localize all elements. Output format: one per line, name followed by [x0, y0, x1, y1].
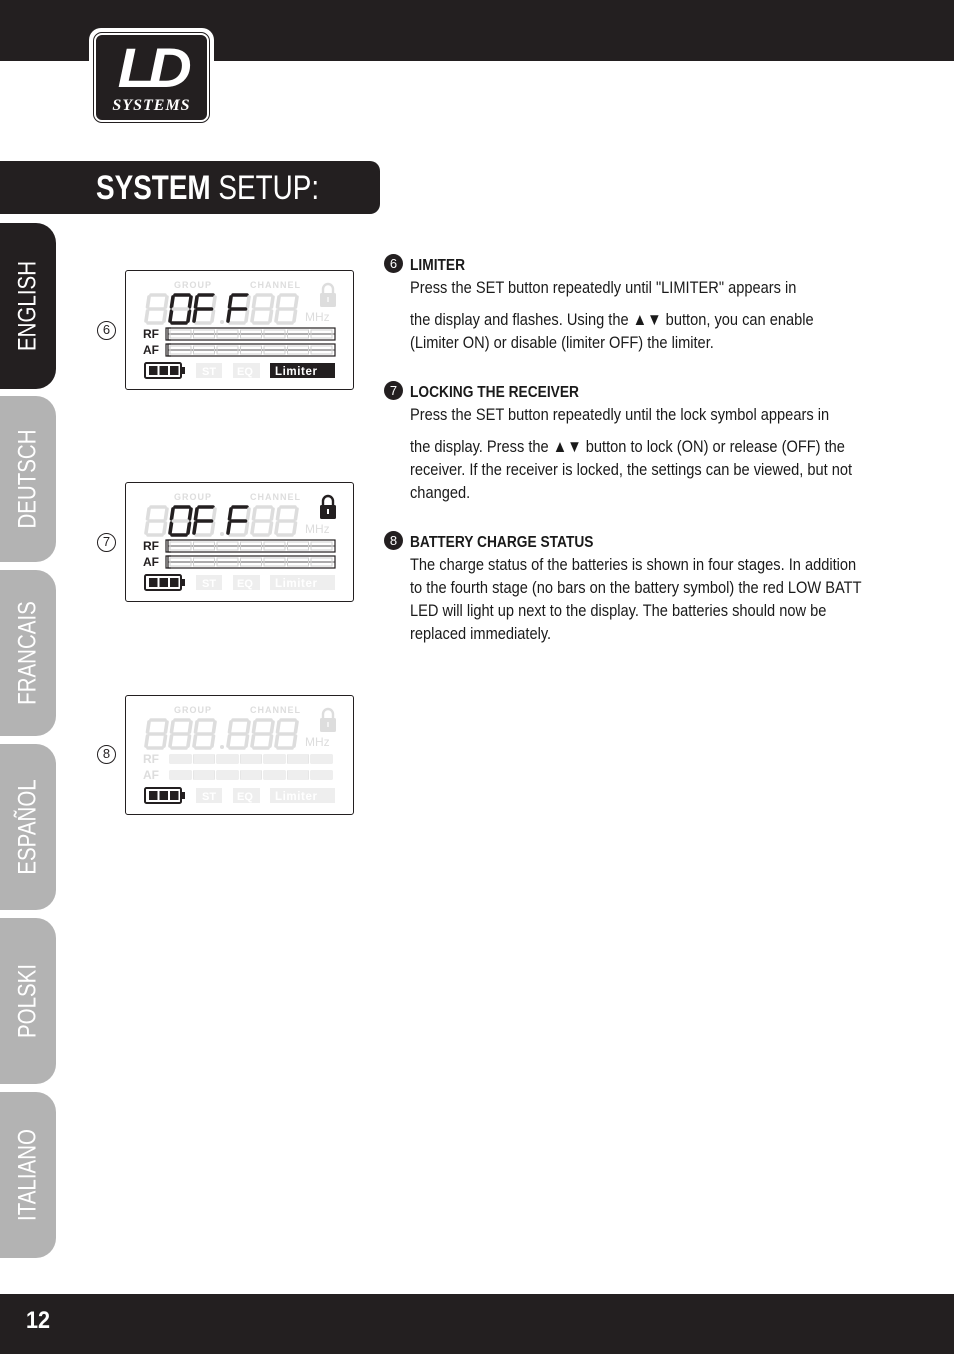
- section-7: [410, 383, 870, 504]
- display-number-badge: 7: [97, 533, 116, 552]
- limiter-label: Limiter: [275, 366, 318, 378]
- lcd-digit: [194, 720, 215, 748]
- section-paragraph: Press the SET button repeatedly until the lock symbol appears in: [410, 405, 830, 424]
- lock-icon: [320, 709, 336, 732]
- lcd-display-7: [125, 482, 354, 602]
- limiter-indicator: [270, 788, 335, 803]
- section-8: [410, 533, 870, 645]
- lcd-digit: [170, 507, 191, 535]
- lcd-display-6: [125, 270, 354, 390]
- rf-label: RF: [143, 327, 159, 341]
- tab-language-label: FRANCAIS: [13, 601, 42, 705]
- st-indicator: [196, 788, 222, 803]
- rf-level-bar: [166, 540, 335, 552]
- lcd-digit: [276, 720, 297, 748]
- section-title: LIMITER: [410, 257, 466, 274]
- lock-icon: [320, 496, 336, 519]
- lcd-digit: [276, 295, 297, 323]
- st-indicator: [196, 363, 222, 378]
- ld-systems-logo: LD SYSTEMS: [89, 28, 214, 127]
- lcd-digit: [252, 507, 273, 535]
- section-paragraph: The charge status of the batteries is shown in four stages. In addition to the fourth stage (no bars on the battery symbol) the red LOW BATT LED will light up next to the display. The batteries should now be replaced immediately.: [410, 555, 862, 643]
- lcd-digit: [170, 295, 191, 323]
- display-number-badge: 8: [97, 745, 116, 764]
- section-number-badge: 8: [384, 531, 403, 550]
- st-label: ST: [202, 578, 217, 590]
- tab-language-2[interactable]: [0, 570, 56, 736]
- channel-label: CHANNEL: [250, 705, 301, 715]
- eq-label: EQ: [237, 366, 253, 378]
- tab-language-label: ENGLISH: [13, 260, 42, 352]
- display-number-badge: 6: [97, 321, 116, 340]
- eq-indicator: [233, 788, 260, 803]
- mhz-unit: MHz: [305, 522, 330, 536]
- lcd-digit: [146, 295, 167, 323]
- section-paragraph: the display and flashes. Using the ▲▼ button, you can enable (Limiter ON) or disable (limiter OFF) the limiter.: [410, 310, 814, 352]
- tab-language-label: POLSKI: [13, 963, 42, 1039]
- rf-level-bar: [166, 328, 335, 340]
- tab-language-label: DEUTSCH: [13, 429, 42, 529]
- tab-language-5[interactable]: [0, 1092, 56, 1258]
- page-title: SYSTEM SETUP:: [96, 169, 320, 207]
- st-label: ST: [202, 791, 217, 803]
- lcd-digit: [146, 720, 167, 748]
- af-level-bar: [166, 556, 335, 568]
- lcd-display-8: [125, 695, 354, 815]
- lcd-digit: [276, 507, 297, 535]
- af-label: AF: [143, 555, 159, 569]
- lcd-digit: [252, 720, 273, 748]
- tab-language-4[interactable]: [0, 918, 56, 1084]
- af-label: AF: [143, 768, 159, 782]
- st-label: ST: [202, 366, 217, 378]
- lock-icon: [320, 284, 336, 307]
- mhz-unit: MHz: [305, 735, 330, 749]
- section-paragraph: the display. Press the ▲▼ button to lock (ON) or release (OFF) the receiver. If the receiver is locked, the settings can be viewed, but not changed.: [410, 437, 853, 502]
- section-number-badge: 6: [384, 254, 403, 273]
- lcd-digit: [146, 507, 167, 535]
- limiter-label: Limiter: [275, 791, 318, 803]
- lcd-digit: [228, 507, 249, 535]
- lcd-digit: [194, 295, 215, 323]
- rf-label: RF: [143, 539, 159, 553]
- af-level-bar: [166, 344, 335, 356]
- decimal-point: [220, 532, 224, 536]
- rf-level-bar: [170, 755, 332, 763]
- lcd-digit: [228, 720, 249, 748]
- decimal-point: [220, 745, 224, 749]
- tab-language-label: ESPAÑOL: [13, 779, 42, 875]
- battery-icon: [145, 788, 185, 803]
- lcd-digit: [194, 507, 215, 535]
- bottom-bar: [0, 1294, 954, 1354]
- section-number-badge: 7: [384, 381, 403, 400]
- group-label: GROUP: [174, 705, 213, 715]
- channel-label: CHANNEL: [250, 492, 301, 502]
- mhz-unit: MHz: [305, 310, 330, 324]
- group-label: GROUP: [174, 280, 213, 290]
- tab-language-3[interactable]: [0, 744, 56, 910]
- lcd-digit: [170, 720, 191, 748]
- lcd-digit: [228, 295, 249, 323]
- section-6: [410, 256, 870, 354]
- limiter-indicator: [270, 575, 335, 590]
- eq-indicator: [233, 363, 260, 378]
- battery-icon: [145, 363, 185, 378]
- channel-label: CHANNEL: [250, 280, 301, 290]
- af-label: AF: [143, 343, 159, 357]
- lcd-digit: [252, 295, 273, 323]
- rf-label: RF: [143, 752, 159, 766]
- eq-label: EQ: [237, 578, 253, 590]
- section-paragraph: Press the SET button repeatedly until "LIMITER" appears in: [410, 278, 797, 297]
- af-level-bar: [170, 771, 332, 779]
- page-number: 12: [26, 1307, 51, 1334]
- decimal-point: [220, 320, 224, 324]
- tab-language-0[interactable]: [0, 223, 56, 389]
- st-indicator: [196, 575, 222, 590]
- tab-language-1[interactable]: [0, 396, 56, 562]
- battery-icon: [145, 575, 185, 590]
- eq-indicator: [233, 575, 260, 590]
- limiter-indicator: [270, 363, 335, 378]
- tab-language-label: ITALIANO: [13, 1129, 42, 1221]
- group-label: GROUP: [174, 492, 213, 502]
- eq-label: EQ: [237, 791, 253, 803]
- limiter-label: Limiter: [275, 578, 318, 590]
- section-title: BATTERY CHARGE STATUS: [410, 534, 594, 551]
- section-title-bar: [0, 161, 380, 214]
- section-title: LOCKING THE RECEIVER: [410, 384, 579, 401]
